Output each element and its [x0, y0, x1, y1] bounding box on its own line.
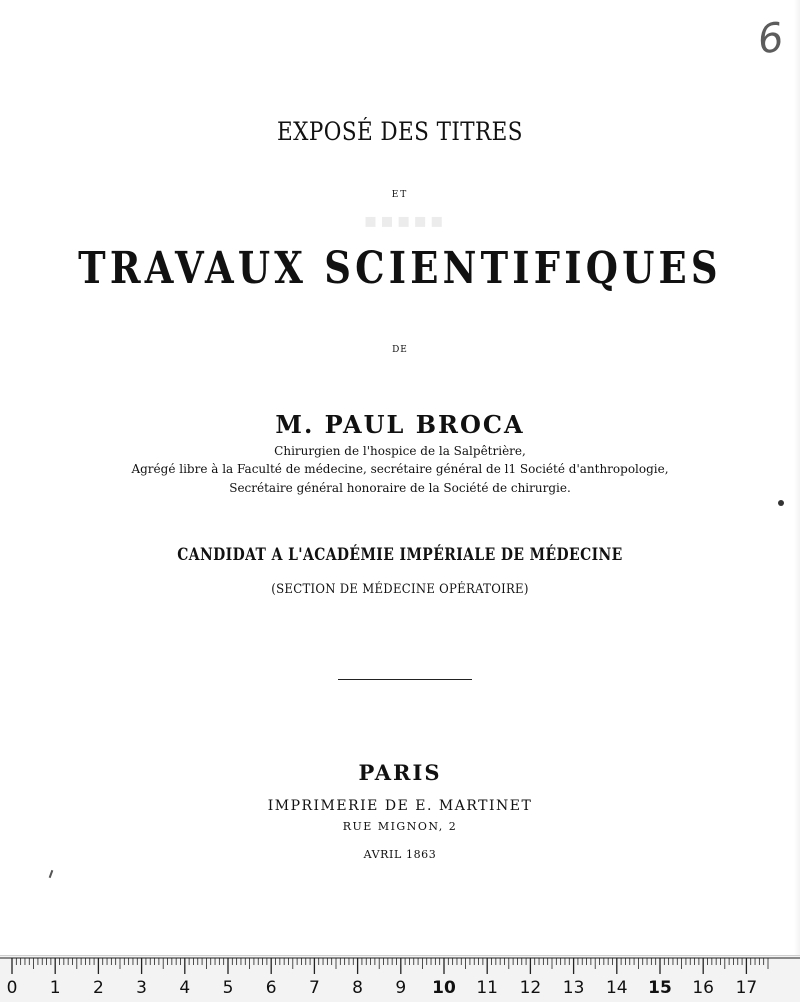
ruler-label: 0 [6, 978, 18, 998]
stray-pencil-mark [49, 870, 54, 878]
ruler-label: 9 [395, 978, 407, 998]
imprint-printer: IMPRIMERIE DE E. MARTINET [267, 798, 533, 814]
title-preposition: DE [392, 345, 408, 355]
ruler-label: 2 [92, 978, 104, 998]
ruler-label: 4 [179, 978, 191, 998]
scale-ruler [0, 955, 800, 1002]
ruler-label: 15 [648, 978, 672, 998]
ruler-label: 10 [432, 978, 456, 998]
ruler-label: 1 [49, 978, 61, 998]
ruler-label: 16 [692, 978, 715, 998]
title-conjunction: ET [391, 190, 409, 200]
author-credential-1: Chirurgien de l'hospice de la Salpêtrière, [274, 444, 526, 458]
ruler-label: 17 [735, 978, 758, 998]
author-credential-2: Agrégé libre à la Faculté de médecine, secrétaire général de l1 Société d'anthropologie, [131, 462, 669, 476]
ruler-label: 8 [352, 978, 364, 998]
candidacy-line: CANDIDAT A L'ACADÉMIE IMPÉRIALE DE MÉDECINE [177, 545, 623, 565]
ruler-label: 14 [605, 978, 628, 998]
ruler-label: 7 [308, 978, 320, 998]
bleed-through-text: ▪▪▪▪▪ [363, 208, 447, 232]
section-line: (SECTION DE MÉDECINE OPÉRATOIRE) [271, 582, 529, 597]
ruler-label: 3 [136, 978, 148, 998]
author-credential-3: Secrétaire général honoraire de la Société de chirurgie. [229, 481, 571, 495]
horizontal-rule [338, 679, 472, 680]
ruler-label: 12 [519, 978, 542, 998]
imprint-date: AVRIL 1863 [363, 848, 437, 861]
title-line-1: EXPOSÉ DES TITRES [277, 117, 523, 146]
imprint-address: RUE MIGNON, 2 [342, 820, 458, 833]
ruler-label: 11 [476, 978, 499, 998]
ruler-label: 6 [265, 978, 277, 998]
ruler-label: 13 [562, 978, 585, 998]
ruler-label: 5 [222, 978, 234, 998]
pencil-page-number: 6 [754, 14, 787, 64]
ink-dot [778, 500, 784, 506]
author-name: M. PAUL BROCA [275, 410, 525, 439]
imprint-city: PARIS [358, 760, 442, 785]
title-line-2: TRAVAUX SCIENTIFIQUES [78, 243, 722, 294]
